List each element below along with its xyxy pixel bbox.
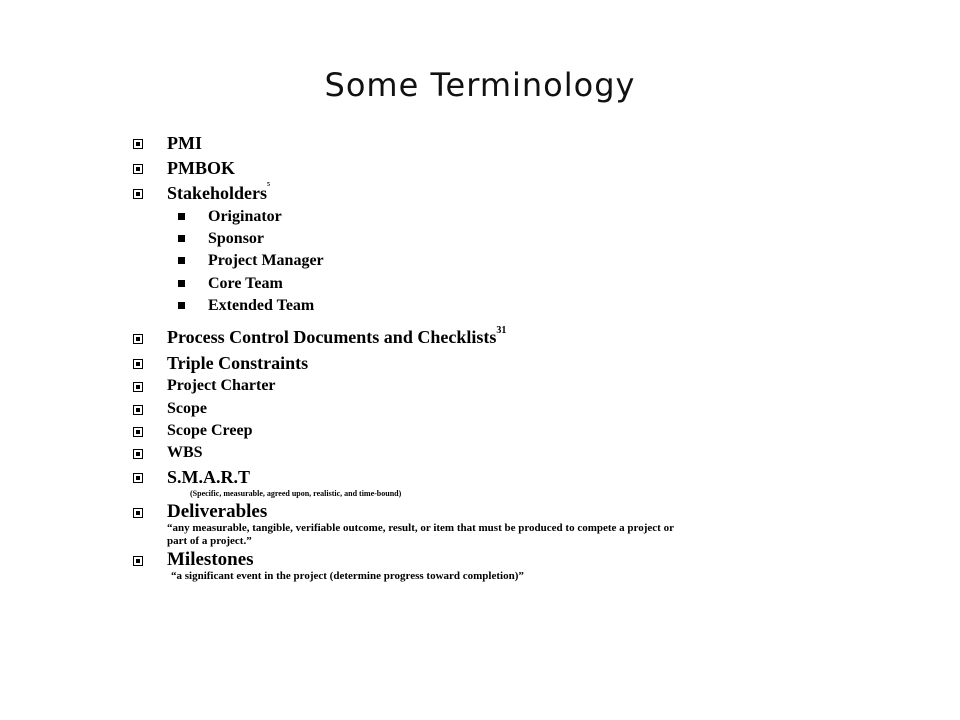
superscript: 31 [496,325,507,336]
slide-title: Some Terminology [324,66,636,104]
box-bullet-icon [133,427,143,437]
box-bullet-icon [133,473,143,483]
box-bullet-icon [133,164,143,174]
item-label: Deliverables [167,501,268,522]
item-label: Scope [167,400,207,417]
item-label: PMI [167,133,202,153]
sub-item-label: Originator [208,208,282,225]
item-label: Scope Creep [167,422,253,439]
item-label: Triple Constraints [167,353,309,373]
item-label: Milestones [167,549,254,570]
milestones-definition: “a significant event in the project (determine progress toward completion)” [171,570,524,582]
superscript: 5 [267,182,271,188]
box-bullet-icon [133,405,143,415]
box-bullet-icon [133,556,143,566]
item-label: WBS [167,444,203,461]
box-bullet-icon [133,334,143,344]
square-bullet-icon [178,257,185,264]
item-label: Process Control Documents and Checklists$^{31}$ [167,325,507,347]
square-bullet-icon [178,235,185,242]
square-bullet-icon [178,280,185,287]
smart-definition: (Specific, measurable, agreed upon, realistic, and time-bound) [190,489,402,498]
item-label: Stakeholders$^5$ [167,182,271,203]
item-label: S.M.A.R.T [167,467,251,487]
box-bullet-icon [133,508,143,518]
item-label: PMBOK [167,158,235,178]
sub-item-label: Core Team [208,275,283,292]
box-bullet-icon [133,139,143,149]
sub-item-label: Project Manager [208,252,324,269]
definition-line: part of a project.” [167,535,252,547]
sub-item-label: Extended Team [208,297,315,314]
box-bullet-icon [133,382,143,392]
item-label: Project Charter [167,377,276,394]
box-bullet-icon [133,189,143,199]
box-bullet-icon [133,449,143,459]
deliverables-definition [167,522,827,548]
square-bullet-icon [178,302,185,309]
square-bullet-icon [178,213,185,220]
box-bullet-icon [133,359,143,369]
definition-line: “any measurable, tangible, verifiable outcome, result, or item that must be produced to compete a project or [167,522,674,534]
sub-item-label: Sponsor [208,230,265,247]
